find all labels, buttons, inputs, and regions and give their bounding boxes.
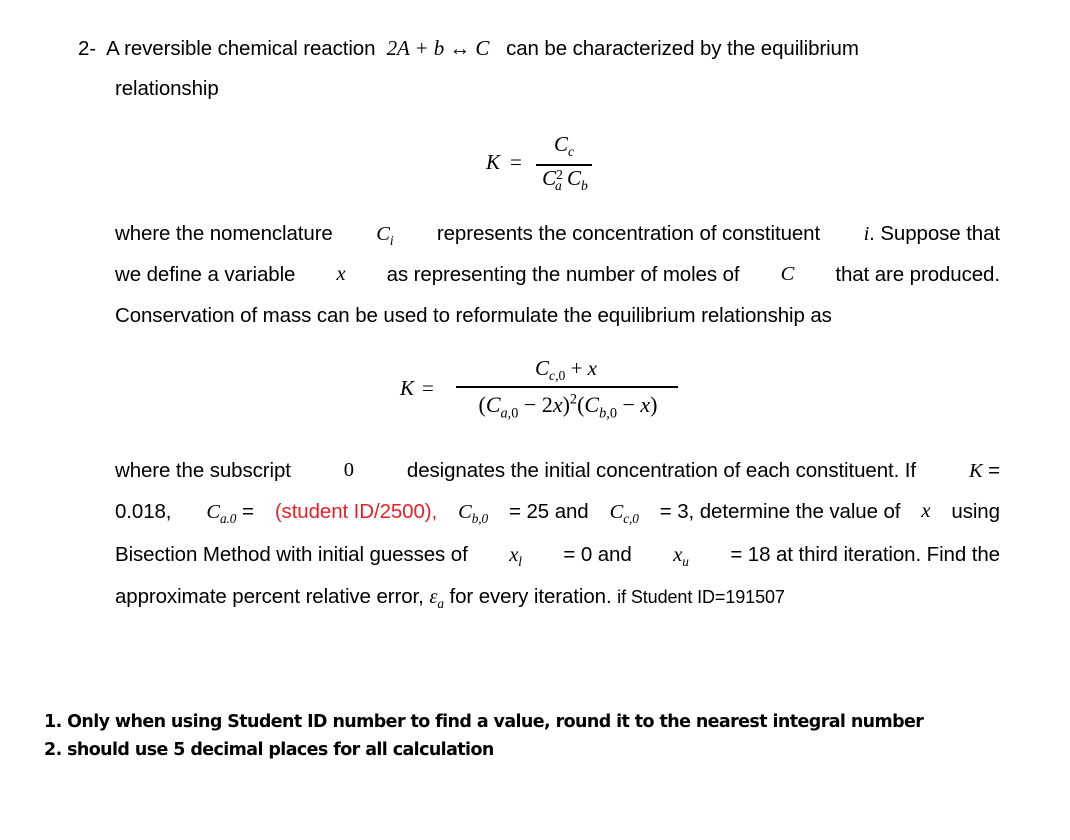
equals-sign: = [510, 150, 522, 174]
x-variable: x [921, 500, 931, 522]
para2-line-3 [115, 304, 832, 328]
note-2: 2. should use 5 decimal places for all calculation [44, 739, 494, 760]
text: that are produced. [835, 263, 1000, 286]
reformulated-equation [400, 354, 690, 424]
problem-number: 2- [78, 37, 97, 60]
equation2-numerator: $C_{c,0} + x$ [535, 356, 597, 384]
intro-text: A reversible chemical reaction [106, 37, 376, 60]
equation1-lhs: K [486, 150, 501, 174]
text: designates the initial concentration of each constituent. If [406, 459, 916, 482]
text: represents the concentration of constituent [436, 222, 821, 245]
k-equals: K = [968, 459, 1000, 482]
student-id-formula: (student ID/2500), [274, 500, 438, 523]
note-1: 1. Only when using Student ID number to find a value, round it to the nearest integral number [44, 711, 924, 732]
problem-line-2 [115, 77, 219, 101]
equation1-numerator: $C_c$ [553, 132, 575, 160]
text: as representing the number of moles of [386, 263, 740, 286]
ci-symbol: $C_i$ [376, 223, 394, 249]
fraction-bar [456, 386, 678, 388]
cb0-symbol: $C_{b,0}$ [458, 501, 489, 527]
x-variable: x [336, 263, 346, 285]
text: = 0 and [563, 543, 632, 566]
relationship-text: relationship [115, 77, 219, 100]
text: for every iteration. [449, 585, 612, 608]
equation2-denominator: $(C_{a,0} - 2x)^2(C_{b,0} - x)$ [478, 391, 658, 422]
c-symbol: C [780, 263, 795, 285]
equals-sign: = [422, 376, 434, 400]
para3-line-4 [115, 585, 785, 612]
para3-line-2 [115, 500, 1000, 527]
text: we define a variable [115, 263, 296, 286]
epsilon-symbol: $\varepsilon_a$ [429, 586, 444, 612]
text: Conservation of mass can be used to reformulate the equilibrium relationship as [115, 304, 832, 327]
subscript-zero: 0 [343, 459, 354, 481]
text: = 3, determine the value of [659, 500, 901, 523]
text: = 25 and [509, 500, 589, 523]
para3-line-1 [115, 459, 1000, 483]
para2-line-1 [115, 222, 1000, 249]
xu-symbol: $x_u$ [673, 544, 689, 570]
k-value: 0.018, [115, 500, 172, 523]
text: Bisection Method with initial guesses of [115, 543, 468, 566]
text: = 18 at third iteration. Find the [730, 543, 1000, 566]
text: approximate percent relative error, [115, 585, 424, 608]
para3-line-3 [115, 543, 1000, 570]
para2-line-2 [115, 263, 1000, 287]
equation2-lhs: K [400, 376, 415, 400]
text: using [951, 500, 1000, 523]
equilibrium-equation [486, 132, 606, 196]
xl-symbol: $x_l$ [509, 544, 522, 570]
text: where the nomenclature [115, 222, 333, 245]
text: i. Suppose that [863, 222, 1000, 245]
equation1-denominator: $C^2_a$ $C_b$ [542, 166, 588, 194]
problem-line-1 [78, 36, 859, 61]
student-id-text: if Student ID=191507 [617, 587, 785, 607]
ca0-symbol: $C_{a.0}$ = [206, 500, 254, 527]
intro-tail: can be characterized by the equilibrium [506, 37, 859, 60]
cc0-symbol: $C_{c,0}$ [609, 501, 639, 527]
text: where the subscript [115, 459, 291, 482]
reaction-equation: 2A + b ↔ C [386, 36, 490, 60]
